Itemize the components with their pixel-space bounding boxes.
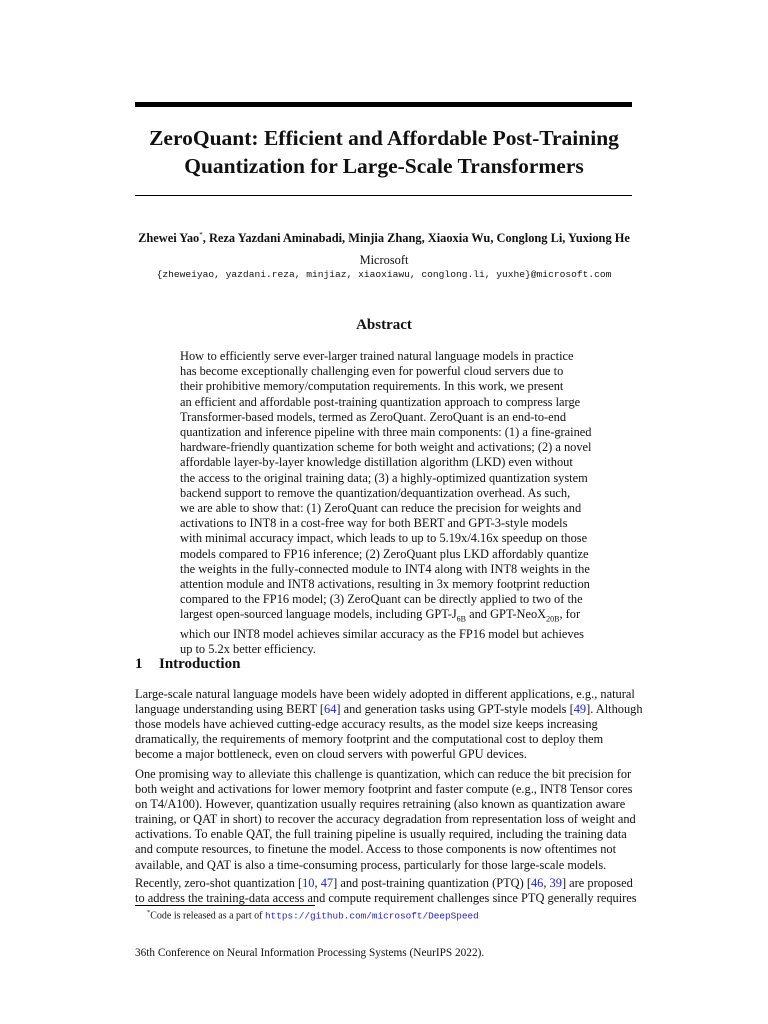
github-link[interactable]: https://github.com/microsoft/DeepSpeed — [264, 910, 479, 922]
abstract-line: up to 5.2x better efficiency. — [180, 642, 316, 657]
abstract-line: activations to INT8 in a cost-free way for both BERT and GPT-3-style models — [180, 516, 568, 531]
body-text: , — [543, 876, 550, 890]
abstract-line: with minimal accuracy impact, which leads to up to 5.19x/4.16x speedup on those — [180, 531, 588, 546]
citation-link[interactable]: 46 — [530, 876, 544, 890]
abstract-line: Transformer-based models, termed as ZeroQuant. ZeroQuant is an end-to-end — [180, 409, 567, 424]
abstract-heading: Abstract — [356, 317, 412, 333]
body-line: become a major bottleneck, even on cloud servers with powerful GPU devices. — [135, 747, 527, 762]
abstract-line: has become exceptionally challenging even for powerful cloud servers due to — [180, 364, 564, 379]
body-text: ]. Although — [586, 702, 643, 717]
citation-link[interactable]: 39 — [549, 876, 562, 890]
citation-link[interactable]: 10 — [302, 876, 315, 890]
title-bottom-rule — [135, 195, 632, 196]
abstract-line: How to efficiently serve ever-larger trained natural language models in practice — [180, 349, 574, 363]
abstract-line: attention module and INT8 activations, resulting in 3x memory footprint reduction — [180, 577, 590, 592]
abstract-line: an efficient and affordable post-training quantization approach to compress large — [180, 394, 581, 409]
abstract-line: backend support to remove the quantization/dequantization overhead. As such, — [180, 485, 571, 500]
citation-link[interactable]: 49 — [573, 702, 587, 717]
footnote-rule — [135, 905, 315, 906]
body-line: One promising way to alleviate this challenge is quantization, which can reduce the bit precision for — [135, 767, 632, 781]
abstract-line: their prohibitive memory/computation requirements. In this work, we present — [180, 379, 564, 394]
body-line: dramatically, the requirements of memory footprint and the computational cost to deploy them — [135, 732, 604, 747]
abstract-line: the access to the original training data; (3) a highly-optimized quantization system — [180, 470, 588, 485]
subscript: 6B — [456, 614, 467, 624]
body-line: those models have achieved cutting-edge accuracy results, as the model size keeps increasing — [135, 717, 598, 732]
conference-note: 36th Conference on Neural Information Processing Systems (NeurIPS 2022). — [135, 947, 485, 959]
section-number: 1 — [135, 656, 143, 672]
citation-link[interactable]: 47 — [320, 876, 334, 890]
author-list — [80, 231, 688, 246]
title-top-rule — [135, 102, 632, 107]
footnote — [147, 909, 479, 921]
body-line: on T4/A100). However, quantization usually requires retraining (also known as quantization aware — [135, 797, 626, 812]
title-line: ZeroQuant: Efficient and Affordable Post-Training — [149, 126, 619, 150]
abstract-line: which our INT8 model achieves similar accuracy as the FP16 model but achieves — [180, 627, 584, 642]
body-text: ] and generation tasks using GPT-style models [ — [336, 702, 574, 717]
body-line: and compute resources, to finetune the model. Access to those components is now oftentimes not — [135, 842, 617, 857]
body-line: Large-scale natural language models have been widely adopted in different applications, e.g., natural — [135, 687, 635, 701]
intro-paragraph-3 — [135, 876, 637, 906]
abstract-body — [180, 349, 590, 658]
body-line: to address the training-data access and compute requirement challenges since PTQ generally requires — [135, 891, 637, 906]
subscript: 20B — [546, 614, 560, 624]
body-line — [135, 876, 632, 891]
title-line: Quantization for Large-Scale Transformers — [184, 154, 584, 178]
body-line: training, or QAT in short) to recover the accuracy degradation from representation loss of weight and — [135, 812, 636, 827]
affiliation: Microsoft — [359, 253, 409, 267]
body-text: ] are proposed — [561, 876, 633, 890]
abstract-line: models compared to FP16 inference; (2) ZeroQuant plus LKD affordably quantize — [180, 546, 589, 561]
abstract-line — [180, 607, 590, 627]
author-footnote-mark: * — [199, 231, 203, 239]
abstract-line: affordable layer-by-layer knowledge distillation algorithm (LKD) even without — [180, 455, 573, 470]
body-text: , — [314, 876, 321, 890]
body-line: available, and QAT is also a time-consuming process, particularly for those large-scale models. — [135, 857, 607, 872]
body-text: ] and post-training quantization (PTQ) [ — [333, 876, 531, 890]
paper-title — [110, 124, 658, 180]
body-line: both weight and activations for lower memory footprint and faster compute (e.g., INT8 Tensor cores — [135, 782, 633, 797]
abstract-line: hardware-friendly quantization scheme for both weight and activations; (2) a novel — [180, 440, 592, 455]
abstract-line: quantization and inference pipeline with three main components: (1) a fine-grained — [180, 425, 592, 440]
abstract-line: the weights in the fully-connected module to INT4 along with INT8 weights in the — [180, 561, 590, 576]
abstract-text: and GPT-NeoX — [466, 607, 547, 622]
body-text: language understanding using BERT [ — [135, 702, 324, 717]
section-title: Introduction — [159, 656, 241, 672]
footnote-text: Code is released as a part of — [150, 910, 265, 922]
abstract-line: compared to the FP16 model; (3) ZeroQuant can be directly applied to two of the — [180, 592, 583, 607]
author-emails: {zheweiyao, yazdani.reza, minjiaz, xiaoxiawu, conglong.li, yuxhe}@microsoft.com — [156, 269, 612, 280]
intro-paragraph-2 — [135, 767, 636, 873]
body-text: Recently, zero-shot quantization [ — [135, 876, 303, 890]
abstract-text: largest open-sourced language models, including GPT-J — [180, 607, 457, 622]
first-author: Zhewei Yao — [138, 231, 200, 246]
section-heading — [135, 656, 240, 673]
body-line — [135, 702, 643, 717]
other-authors: , Reza Yazdani Aminabadi, Minjia Zhang, Xiaoxia Wu, Conglong Li, Yuxiong He — [202, 231, 630, 246]
footnote-mark: * — [147, 909, 151, 916]
body-line: activations. To enable QAT, the full training pipeline is usually required, including the training data — [135, 827, 627, 842]
abstract-line: we are able to show that: (1) ZeroQuant can reduce the precision for weights and — [180, 501, 582, 516]
citation-link[interactable]: 64 — [324, 702, 337, 717]
intro-paragraph-1 — [135, 687, 643, 762]
abstract-text: , for — [559, 607, 581, 622]
